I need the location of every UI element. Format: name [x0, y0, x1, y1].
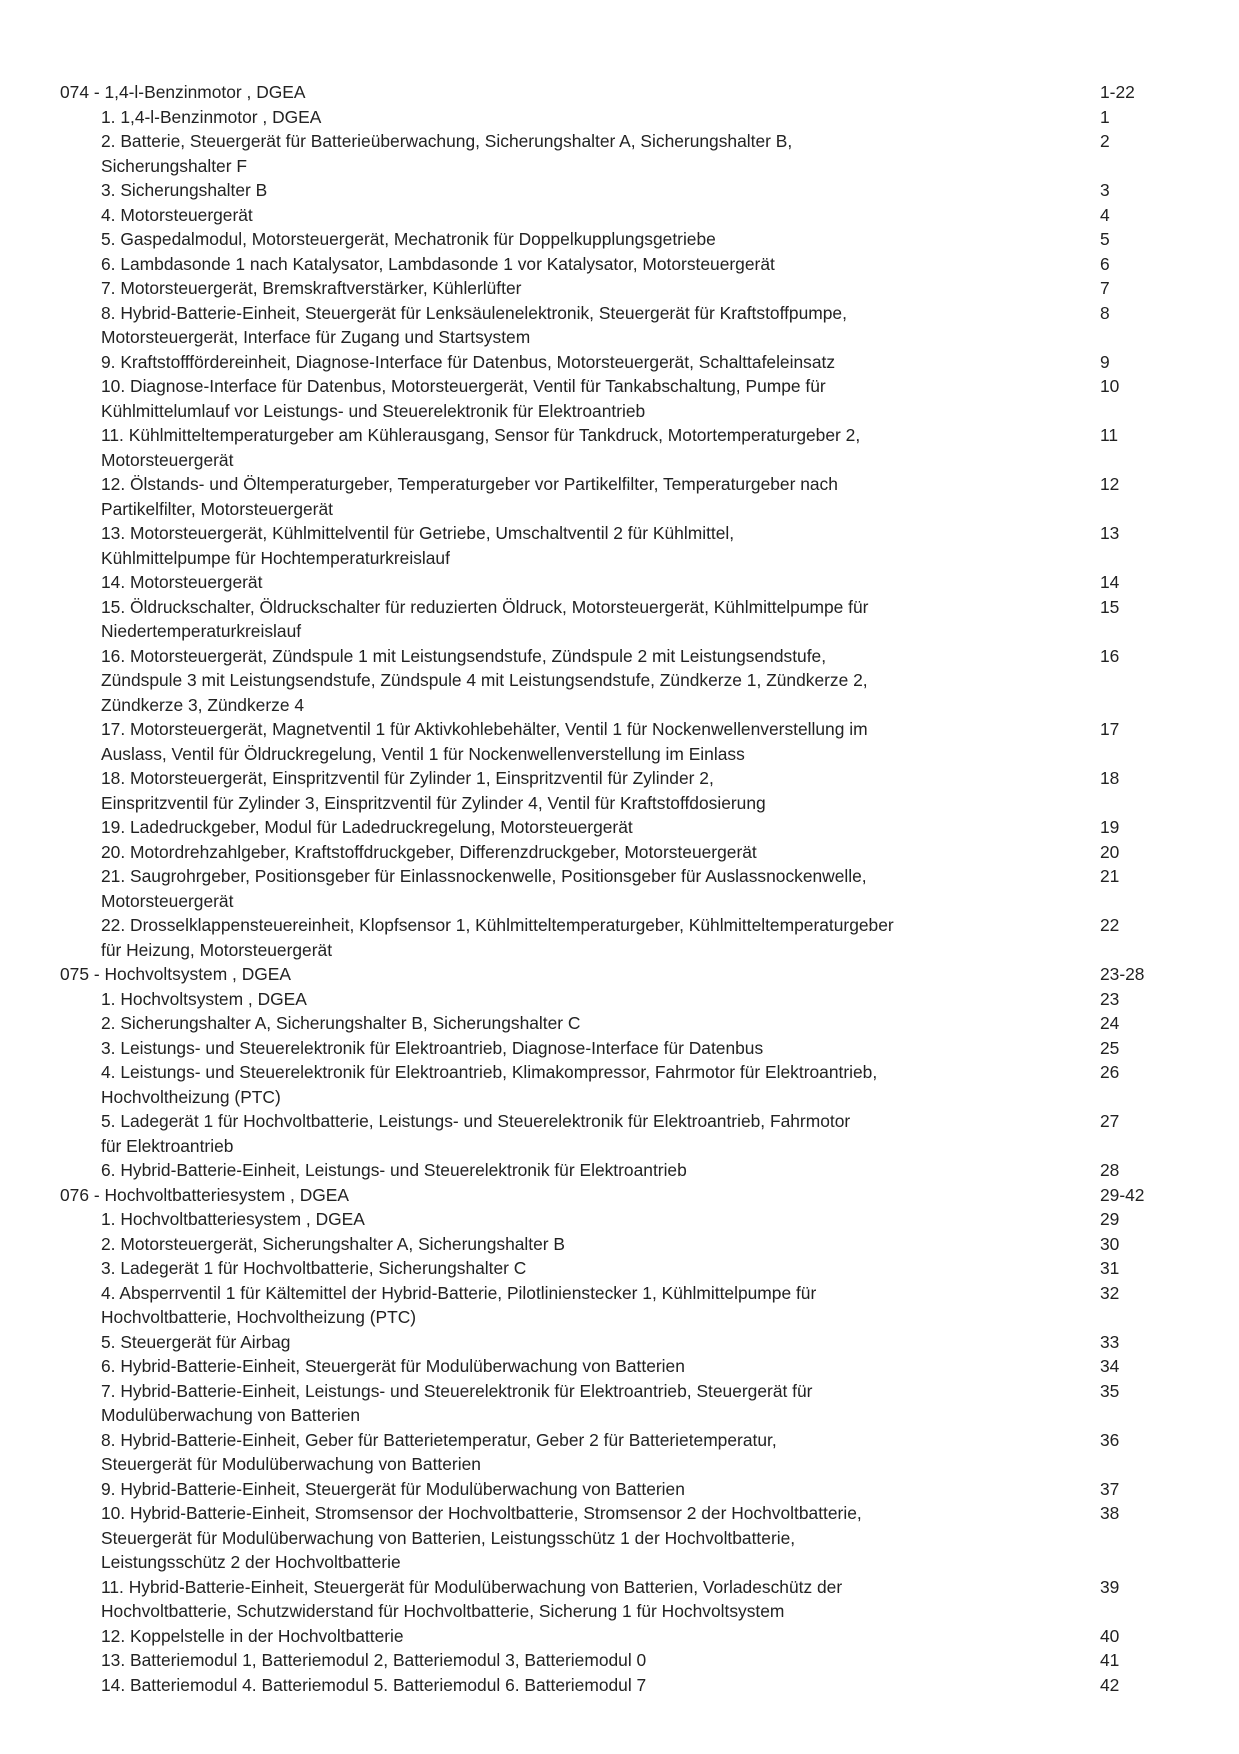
- toc-entry[interactable]: [60, 1477, 1180, 1502]
- entry-title: 2. Motorsteuergerät, Sicherungshalter A, Sicherungshalter B: [101, 1233, 566, 1254]
- entry-page-number: 31: [1100, 1258, 1120, 1278]
- toc-entry[interactable]: [60, 1501, 1180, 1575]
- entry-page-number: 41: [1100, 1650, 1120, 1670]
- entry-page-number: 42: [1100, 1674, 1120, 1695]
- toc-entry[interactable]: [60, 717, 1180, 766]
- toc-entry[interactable]: [60, 595, 1180, 644]
- entry-title: 1. Hochvoltsystem , DGEA: [101, 988, 307, 1009]
- entry-page-number: 12: [1100, 474, 1120, 494]
- section-title: 074 - 1,4-l-Benzinmotor , DGEA: [60, 82, 306, 102]
- section-heading[interactable]: [60, 1183, 1180, 1208]
- entry-page-number: 23: [1100, 988, 1120, 1009]
- entry-title: 9. Kraftstofffördereinheit, Diagnose-Interface für Datenbus, Motorsteuergerät, Schalttafeleinsatz: [101, 351, 836, 372]
- entry-title: 5. Gaspedalmodul, Motorsteuergerät, Mechatronik für Doppelkupplungsgetriebe: [101, 229, 716, 249]
- section-heading[interactable]: [60, 80, 1180, 105]
- toc-entry[interactable]: [60, 1232, 1180, 1257]
- entry-title: 6. Hybrid-Batterie-Einheit, Steuergerät für Modulüberwachung von Batterien: [101, 1356, 685, 1376]
- toc-entry[interactable]: [60, 423, 1180, 472]
- entry-page-number: 20: [1100, 841, 1120, 862]
- toc-entry[interactable]: [60, 350, 1180, 375]
- entry-page-number: 22: [1100, 915, 1120, 935]
- toc-entry[interactable]: [60, 374, 1180, 423]
- entry-title: 16. Motorsteuergerät, Zündspule 1 mit Leistungsendstufe, Zündspule 2 mit Leistungsendstufe, Zündspule 3 mit Leistungsendstufe, Zündspule 4 mit Leistungsendstufe, Zündkerze 1, Zündkerze 2, Zündkerze 3, Zündkerze 4: [101, 645, 868, 715]
- section-title: 076 - Hochvoltbatteriesystem , DGEA: [60, 1184, 349, 1205]
- entry-page-number: 40: [1100, 1625, 1120, 1646]
- entry-page-number: 14: [1100, 572, 1120, 592]
- entry-title: 14. Batteriemodul 4. Batteriemodul 5. Batteriemodul 6. Batteriemodul 7: [101, 1674, 647, 1695]
- entry-page-number: 21: [1100, 866, 1120, 886]
- entry-page-number: 8: [1100, 302, 1110, 323]
- entry-page-number: 3: [1100, 180, 1110, 200]
- entry-title: 7. Motorsteuergerät, Bremskraftverstärker, Kühlerlüfter: [101, 278, 522, 298]
- toc-entry[interactable]: [60, 1575, 1180, 1624]
- entry-title: 4. Leistungs- und Steuerelektronik für Elektroantrieb, Klimakompressor, Fahrmotor für Elektroantrieb, Hochvoltheizung (PTC): [101, 1062, 878, 1107]
- toc-entry[interactable]: [60, 1330, 1180, 1355]
- entry-title: 17. Motorsteuergerät, Magnetventil 1 für Aktivkohlebehälter, Ventil 1 für Nockenwellenverstellung im Auslass, Ventil für Öldruckregelung, Ventil 1 für Nockenwellenverstellung im Einlass: [101, 719, 868, 764]
- entry-title: 5. Ladegerät 1 für Hochvoltbatterie, Leistungs- und Steuerelektronik für Elektroantrieb, Fahrmotor für Elektroantrieb: [101, 1111, 851, 1156]
- entry-page-number: 27: [1100, 1111, 1120, 1131]
- entry-page-number: 30: [1100, 1233, 1120, 1254]
- entry-page-number: 7: [1100, 278, 1110, 298]
- entry-title: 10. Hybrid-Batterie-Einheit, Stromsensor der Hochvoltbatterie, Stromsensor 2 der Hochvoltbatterie, Steuergerät für Modulüberwachung von Batterien, Leistungsschütz 1 der Hochvoltbatterie, Leistungsschütz 2 der Hochvoltbatterie: [101, 1503, 862, 1572]
- entry-page-number: 37: [1100, 1478, 1120, 1499]
- toc-entry[interactable]: [60, 1256, 1180, 1281]
- entry-page-number: 38: [1100, 1503, 1120, 1523]
- entry-title: 1. 1,4-l-Benzinmotor , DGEA: [101, 106, 322, 127]
- toc-entry[interactable]: [60, 1673, 1180, 1698]
- toc-entry[interactable]: [60, 1109, 1180, 1158]
- toc-entry[interactable]: [60, 1379, 1180, 1428]
- entry-page-number: 18: [1100, 768, 1120, 788]
- toc-entry[interactable]: [60, 105, 1180, 130]
- entry-title: 18. Motorsteuergerät, Einspritzventil für Zylinder 1, Einspritzventil für Zylinder 2, Einspritzventil für Zylinder 3, Einspritzventil für Zylinder 4, Ventil für Kraftstoffdosierung: [101, 768, 766, 813]
- entry-page-number: 13: [1100, 523, 1120, 543]
- entry-page-number: 26: [1100, 1062, 1120, 1082]
- entry-title: 5. Steuergerät für Airbag: [101, 1331, 291, 1352]
- toc-entry[interactable]: [60, 472, 1180, 521]
- entry-title: 6. Hybrid-Batterie-Einheit, Leistungs- und Steuerelektronik für Elektroantrieb: [101, 1160, 687, 1180]
- entry-page-number: 24: [1100, 1013, 1120, 1033]
- entry-title: 6. Lambdasonde 1 nach Katalysator, Lambdasonde 1 vor Katalysator, Motorsteuergerät: [101, 253, 775, 274]
- entry-title: 19. Ladedruckgeber, Modul für Ladedruckregelung, Motorsteuergerät: [101, 817, 633, 837]
- toc-entry[interactable]: [60, 1207, 1180, 1232]
- toc-entry[interactable]: [60, 987, 1180, 1012]
- entry-page-number: 33: [1100, 1331, 1120, 1352]
- entry-title: 2. Sicherungshalter A, Sicherungshalter B, Sicherungshalter C: [101, 1013, 581, 1033]
- toc-entry[interactable]: [60, 766, 1180, 815]
- entry-title: 9. Hybrid-Batterie-Einheit, Steuergerät für Modulüberwachung von Batterien: [101, 1478, 685, 1499]
- toc-entry[interactable]: [60, 252, 1180, 277]
- entry-title: 1. Hochvoltbatteriesystem , DGEA: [101, 1209, 365, 1229]
- entry-page-number: 36: [1100, 1429, 1120, 1450]
- toc-entry[interactable]: [60, 644, 1180, 718]
- entry-title: 12. Koppelstelle in der Hochvoltbatterie: [101, 1625, 404, 1646]
- toc-entry[interactable]: [60, 864, 1180, 913]
- entry-title: 3. Sicherungshalter B: [101, 180, 268, 200]
- toc-entry[interactable]: [60, 203, 1180, 228]
- entry-title: 3. Leistungs- und Steuerelektronik für Elektroantrieb, Diagnose-Interface für Datenbus: [101, 1037, 764, 1058]
- toc-entry[interactable]: [60, 227, 1180, 252]
- toc-entry[interactable]: [60, 1648, 1180, 1673]
- toc-entry[interactable]: [60, 1428, 1180, 1477]
- entry-title: 2. Batterie, Steuergerät für Batterieüberwachung, Sicherungshalter A, Sicherungshalter B, Sicherungshalter F: [101, 131, 793, 176]
- entry-page-number: 25: [1100, 1037, 1120, 1058]
- entry-page-number: 5: [1100, 229, 1110, 249]
- entry-title: 21. Saugrohrgeber, Positionsgeber für Einlassnockenwelle, Positionsgeber für Auslassnockenwelle, Motorsteuergerät: [101, 866, 867, 911]
- toc-entry[interactable]: [60, 178, 1180, 203]
- section-heading[interactable]: [60, 962, 1180, 987]
- toc-entry[interactable]: [60, 521, 1180, 570]
- entry-page-number: 16: [1100, 645, 1120, 666]
- entry-page-number: 6: [1100, 253, 1110, 274]
- entry-page-number: 19: [1100, 817, 1120, 837]
- entry-title: 11. Hybrid-Batterie-Einheit, Steuergerät für Modulüberwachung von Batterien, Vorladeschütz der Hochvoltbatterie, Schutzwiderstand für Hochvoltbatterie, Sicherung 1 für Hochvoltsystem: [101, 1576, 843, 1621]
- entry-page-number: 29: [1100, 1209, 1120, 1229]
- entry-title: 4. Absperrventil 1 für Kältemittel der Hybrid-Batterie, Pilotlinienstecker 1, Kühlmittelpumpe für Hochvoltbatterie, Hochvoltheizung (PTC): [101, 1282, 817, 1327]
- entry-title: 11. Kühlmitteltemperaturgeber am Kühlerausgang, Sensor für Tankdruck, Motortemperaturgeber 2, Motorsteuergerät: [101, 425, 861, 470]
- entry-page-number: 32: [1100, 1282, 1120, 1303]
- entry-title: 8. Hybrid-Batterie-Einheit, Steuergerät für Lenksäulenelektronik, Steuergerät für Kraftstoffpumpe, Motorsteuergerät, Interface für Zugang und Startsystem: [101, 302, 847, 347]
- section-page-range: 23-28: [1100, 964, 1145, 984]
- entry-page-number: 28: [1100, 1160, 1120, 1180]
- entry-title: 14. Motorsteuergerät: [101, 572, 263, 592]
- table-of-contents: [60, 80, 1180, 1697]
- toc-entry[interactable]: [60, 815, 1180, 840]
- section-page-range: 1-22: [1100, 82, 1135, 102]
- entry-title: 8. Hybrid-Batterie-Einheit, Geber für Batterietemperatur, Geber 2 für Batterietemperatur, Steuergerät für Modulüberwachung von Batterien: [101, 1429, 777, 1474]
- entry-page-number: 35: [1100, 1380, 1120, 1401]
- entry-page-number: 17: [1100, 719, 1120, 739]
- entry-title: 4. Motorsteuergerät: [101, 204, 253, 225]
- entry-page-number: 4: [1100, 204, 1110, 225]
- section-page-range: 29-42: [1100, 1184, 1145, 1205]
- entry-page-number: 15: [1100, 596, 1120, 617]
- toc-entry[interactable]: [60, 1624, 1180, 1649]
- toc-entry[interactable]: [60, 1281, 1180, 1330]
- entry-title: 3. Ladegerät 1 für Hochvoltbatterie, Sicherungshalter C: [101, 1258, 527, 1278]
- entry-title: 15. Öldruckschalter, Öldruckschalter für reduzierten Öldruck, Motorsteuergerät, Kühlmittelpumpe für Niedertemperaturkreislauf: [101, 596, 869, 641]
- entry-page-number: 9: [1100, 351, 1110, 372]
- toc-entry[interactable]: [60, 1354, 1180, 1379]
- entry-title: 7. Hybrid-Batterie-Einheit, Leistungs- und Steuerelektronik für Elektroantrieb, Steuergerät für Modulüberwachung von Batterien: [101, 1380, 813, 1425]
- entry-title: 13. Motorsteuergerät, Kühlmittelventil für Getriebe, Umschaltventil 2 für Kühlmittel, Kühlmittelpumpe für Hochtemperaturkreislauf: [101, 523, 735, 568]
- entry-page-number: 2: [1100, 131, 1110, 151]
- entry-page-number: 10: [1100, 376, 1120, 396]
- entry-page-number: 1: [1100, 106, 1110, 127]
- toc-entry[interactable]: [60, 301, 1180, 350]
- toc-entry[interactable]: [60, 276, 1180, 301]
- toc-entry[interactable]: [60, 129, 1180, 178]
- entry-page-number: 39: [1100, 1576, 1120, 1597]
- toc-entry[interactable]: [60, 913, 1180, 962]
- entry-title: 12. Ölstands- und Öltemperaturgeber, Temperaturgeber vor Partikelfilter, Temperaturgeber nach Partikelfilter, Motorsteuergerät: [101, 474, 838, 519]
- entry-page-number: 34: [1100, 1356, 1120, 1376]
- entry-title: 13. Batteriemodul 1, Batteriemodul 2, Batteriemodul 3, Batteriemodul 0: [101, 1650, 647, 1670]
- toc-entry[interactable]: [60, 840, 1180, 865]
- toc-entry[interactable]: [60, 1060, 1180, 1109]
- entry-title: 10. Diagnose-Interface für Datenbus, Motorsteuergerät, Ventil für Tankabschaltung, Pumpe für Kühlmittelumlauf vor Leistungs- und Steuerelektronik für Elektroantrieb: [101, 376, 826, 421]
- toc-entry[interactable]: [60, 570, 1180, 595]
- section-title: 075 - Hochvoltsystem , DGEA: [60, 964, 291, 984]
- toc-entry[interactable]: [60, 1011, 1180, 1036]
- entry-page-number: 11: [1100, 425, 1119, 445]
- entry-title: 22. Drosselklappensteuereinheit, Klopfsensor 1, Kühlmitteltemperaturgeber, Kühlmitteltemperaturgeber für Heizung, Motorsteuergerät: [101, 915, 894, 960]
- entry-title: 20. Motordrehzahlgeber, Kraftstoffdruckgeber, Differenzdruckgeber, Motorsteuergerät: [101, 841, 757, 862]
- toc-entry[interactable]: [60, 1036, 1180, 1061]
- toc-entry[interactable]: [60, 1158, 1180, 1183]
